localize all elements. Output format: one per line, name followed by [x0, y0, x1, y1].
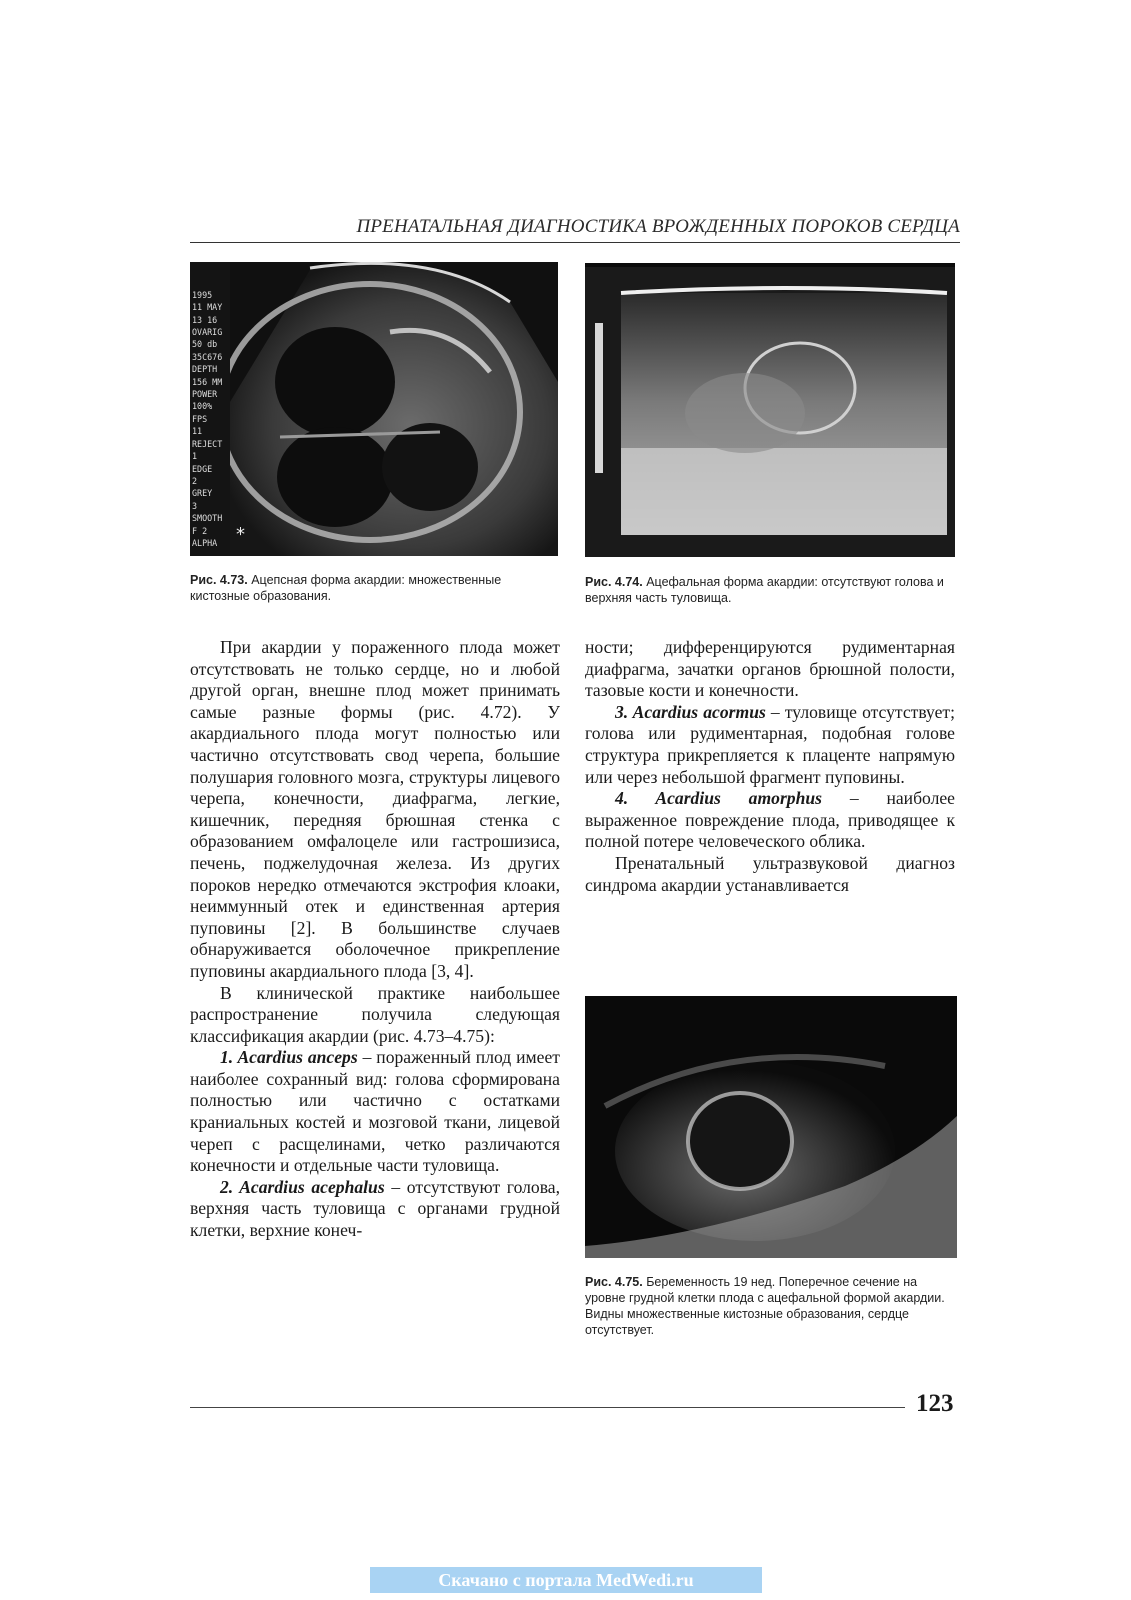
running-head: ПРЕНАТАЛЬНАЯ ДИАГНОСТИКА ВРОЖДЕННЫХ ПОРОКОВ СЕРДЦА	[190, 216, 960, 243]
paragraph-acardius-acormus: 3. Acardius acormus – туловище отсутствует; голова или рудиментарная, подобная голове структура прикрепляется к плаценте напрямую или через небольшой фрагмент пуповины.	[585, 701, 955, 787]
paragraph: ности; дифференцируются рудиментарная диафрагма, зачатки органов брюшной полости, тазовые кости и конечности.	[585, 637, 955, 701]
figure-4-73-ultrasound	[190, 262, 558, 556]
figure-4-75-ultrasound	[585, 996, 957, 1258]
asterisk-marker: *	[236, 524, 245, 545]
paragraph-acardius-anceps: 1. Acardius anceps – пораженный плод имеет наиболее сохранный вид: голова сформирована полностью или частично с остатками краниальных костей и мозговой ткани, лицевой череп с расщелинами, четко различаются конечности и отдельные части туловища.	[190, 1047, 560, 1176]
paragraph: Пренатальный ультразвуковой диагноз синдрома акардии устанавливается	[585, 852, 955, 895]
paragraph: В клинической практике наибольшее распространение получила следующая классификация акардии (рис. 4.73–4.75):	[190, 982, 560, 1046]
page-number: 123	[916, 1390, 954, 1417]
ultrasound-image-4-74	[585, 263, 955, 557]
footer-rule	[190, 1407, 905, 1408]
figure-4-74-ultrasound	[585, 263, 955, 557]
caption-4-73: Рис. 4.73. Ацепсная форма акардии: множественные кистозные образования.	[190, 573, 502, 603]
download-source-banner[interactable]: Скачано с портала MedWedi.ru	[370, 1567, 762, 1593]
paragraph: При акардии у пораженного плода может отсутствовать не только сердце, но и любой другой орган, внешне плод может принимать самые разные формы (рис. 4.72). У акардиального плода могут полностью или частично отсутствовать свод черепа, большие полушария головного мозга, структуры лицевого черепа, конечности, диафрагма, легкие, кишечник, передняя брюшная стенка с образованием омфалоцеле или гастрошизиса, печень, поджелудочная железа. Из других пороков нередко отмечаются экстрофия клоаки, неиммунный отек и единственная артерия пуповины [2]. В большинстве случаев обнаруживается оболочечное прикрепление пуповины акардиального плода [3, 4].	[190, 637, 560, 981]
caption-4-75: Рис. 4.75. Беременность 19 нед. Поперечное сечение на уровне грудной клетки плода с ацефальной формой акардии. Видны множественные кистозные образования, сердце отсутствует.	[585, 1275, 945, 1337]
right-column-text	[585, 637, 955, 896]
left-column-text	[190, 637, 560, 1242]
paragraph-acardius-acephalus: 2. Acardius acephalus – отсутствуют голова, верхняя часть туловища с органами грудной клетки, верхние конеч-	[190, 1176, 561, 1241]
ultrasound-overlay-4-73: 1995 11 MAY 13 16 OVARIG 50 db 35C676 DEPTH 156 MM POWER 100% FPS 11 REJECT 1 EDGE 2 GREY 3 SMOOTH F 2 ALPHA	[192, 289, 223, 548]
ultrasound-image-4-73	[190, 262, 558, 556]
ultrasound-image-4-75	[585, 996, 957, 1258]
paragraph-acardius-amorphus: 4. Acardius amorphus – наиболее выраженное повреждение плода, приводящее к полной потере человеческого облика.	[585, 788, 955, 852]
caption-4-74: Рис. 4.74. Ацефальная форма акардии: отсутствуют голова и верхняя часть туловища.	[585, 575, 944, 605]
